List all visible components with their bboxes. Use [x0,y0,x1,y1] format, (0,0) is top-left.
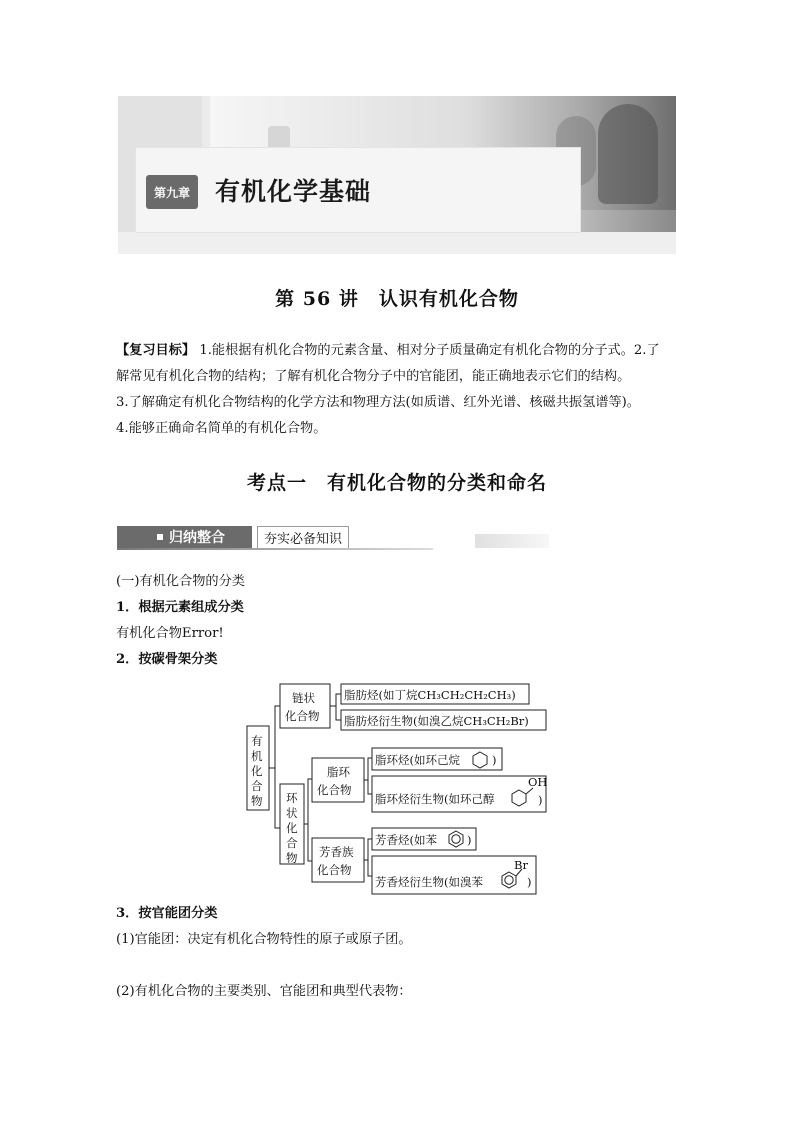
root-char-2: 机 [251,749,263,763]
elements-classification-text: 有机化合物Error! [116,626,224,641]
br-label: Br [514,858,528,872]
alicyclic-label-2: 化合物 [317,783,352,797]
functional-group-definition: (1)官能团：决定有机化合物特性的原子或原子团。 [116,932,412,947]
heading-by-elements: 1．根据元素组成分类 [116,600,244,615]
cyclohexanol-icon [512,790,526,806]
cyclic-char-2: 状 [286,806,298,820]
benzene-ring-circle [452,835,460,843]
root-char-4: 合 [251,779,263,793]
heading-by-skeleton: 2．按碳骨架分类 [116,652,218,667]
summary-bar-label: 归纳整合 [169,530,225,546]
cyclic-char-1: 环 [286,791,298,805]
summary-bar-sub-box [253,526,475,548]
summary-bar-sub: 夯实必备知识 [257,526,349,549]
summary-bar-rule [117,548,433,550]
point-title: 考点一 有机化合物的分类和命名 [246,472,547,494]
goals-line-4: 4.能够正确命名简单的有机化合物。 [116,421,327,436]
bromobenzene-icon [502,872,516,888]
goals-text-1: 1.能根据有机化合物的元素含量、相对分子质量确定有机化合物的分子式。2.了 [199,343,660,358]
aromatic-connector [364,839,372,876]
root-char-1: 有 [251,734,263,748]
aromatic-hydrocarbon-close: ) [467,833,472,847]
cyclic-connector [304,779,312,861]
root-char-5: 物 [251,794,263,808]
oh-label: OH [528,775,548,789]
aromatic-hydrocarbon-text: 芳香烃(如苯 [375,833,437,847]
chain-connector [330,694,341,720]
chain-label-1: 链状 [292,691,315,705]
lecture-title: 第 56 讲 认识有机化合物 [275,288,519,310]
banner-bottom-band [118,232,676,254]
chapter-title: 有机化学基础 [215,177,372,206]
alicyclic-hydrocarbon-text: 脂环烃(如环己烷 [375,753,460,767]
aromatic-derivative-close: ) [527,875,532,889]
cyclic-char-4: 合 [286,836,298,850]
section-heading-classification: (一)有机化合物的分类 [116,574,245,589]
carbon-skeleton-diagram [230,676,560,900]
heading-by-functional-group: 3．按官能团分类 [116,906,218,921]
classification-tree-svg [230,676,560,900]
benzene-icon [449,831,463,847]
aromatic-label-1: 芳香族 [319,845,354,859]
square-bullet-icon [157,534,163,540]
alicyclic-connector [364,758,372,794]
aromatic-derivative-text: 芳香烃衍生物(如溴苯 [375,875,483,889]
goals-line-2: 解常见有机化合物的结构；了解有机化合物分子中的官能团，能正确地表示它们的结构。 [116,369,631,384]
goals-label: 【复习目标】 [116,343,196,358]
chapter-tag: 第九章 [146,175,198,209]
goals-line-3: 3.了解确定有机化合物结构的化学方法和物理方法(如质谱、红外光谱、核磁共振氢谱等)。 [116,395,640,410]
cyclohexane-icon [473,752,487,768]
summary-bar [117,526,433,550]
cyclic-char-3: 化 [286,821,298,835]
main-categories-intro: (2)有机化合物的主要类别、官能团和典型代表物： [116,984,412,999]
alicyclic-hydrocarbon-close: ) [492,753,497,767]
review-goals [116,338,680,442]
root-connector [269,706,280,828]
aromatic-label-2: 化合物 [317,863,352,877]
bromobenzene-ring-circle [505,876,513,884]
banner-microscope-shape [598,104,658,204]
root-char-3: 化 [251,764,263,778]
aliphatic-derivative-text: 脂肪烃衍生物(如溴乙烷CH₃CH₂Br) [344,714,529,728]
summary-bar-label-box [117,526,252,548]
aliphatic-hydrocarbon-text: 脂肪烃(如丁烷CH₃CH₂CH₂CH₃) [344,688,516,702]
alicyclic-label-1: 脂环 [327,765,350,779]
goals-line-1 [116,338,680,364]
chain-label-2: 化合物 [285,709,320,723]
cyclic-char-5: 物 [286,851,298,865]
alicyclic-derivative-close: ) [538,793,543,807]
alicyclic-derivative-text: 脂环烃衍生物(如环己醇 [375,792,495,806]
elements-classification-line [116,624,224,644]
summary-bar-fade [475,534,549,548]
